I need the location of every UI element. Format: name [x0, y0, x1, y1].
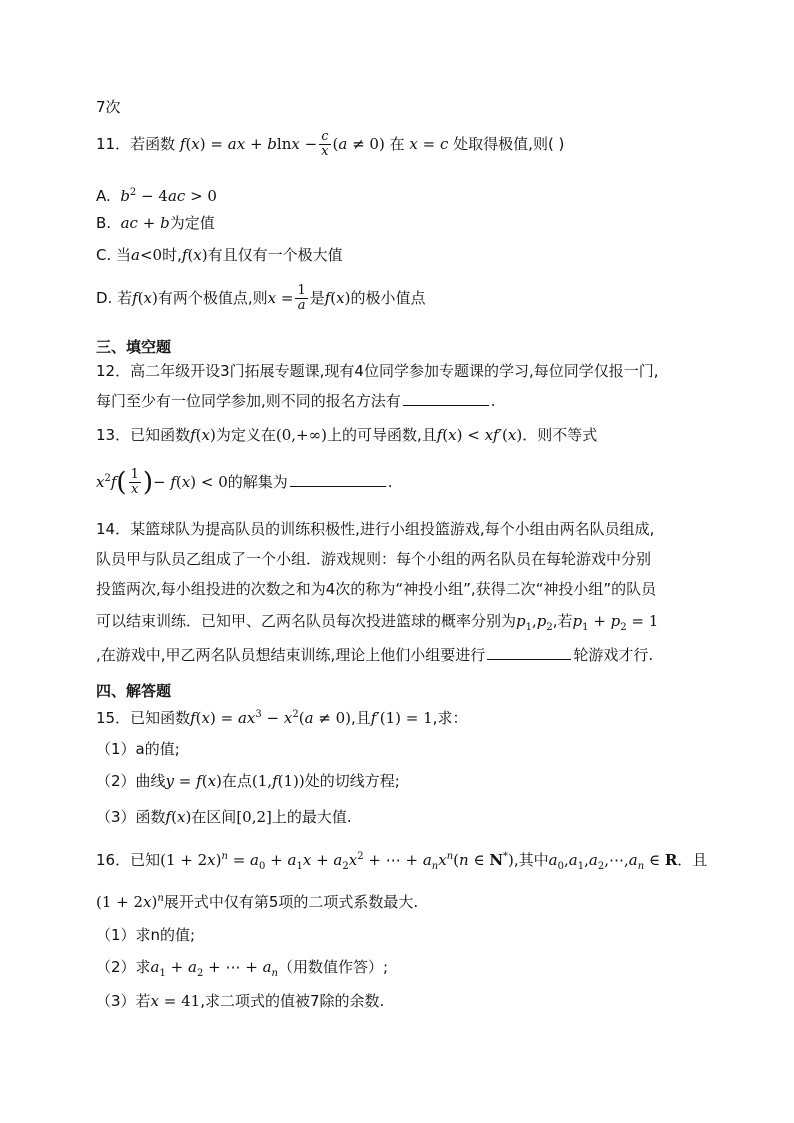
q16-sub-2: （2）求$a_1 + a_2$ + ⋯ + $a_n$（用数值作答）; [96, 958, 389, 979]
q11-option-a: A. $b^2 - 4ac > 0$ [96, 187, 217, 205]
q14-line-2: 队员甲与队员乙组成了一个小组．游戏规则：每个小组的两名队员在每轮游戏中分别 [96, 550, 652, 568]
q11-text-pre: 11．若函数 [96, 135, 176, 153]
q12-answer-blank [403, 391, 489, 406]
q15-sub-1: （1）a的值; [96, 740, 180, 758]
q16-expansion: $(1 + 2x)^n = a_0 + a_1x + a_2x^2$ + ⋯ + $a_nx^n(n$ ∈ N*) [160, 851, 514, 872]
q11-option-a-expr: $b^2 - 4ac > 0$ [115, 187, 217, 205]
q15-function: $f(x) = ax^3 - x^2(a \ne 0)$ [190, 709, 352, 727]
section-heading-solutions: 四、解答题 [96, 682, 172, 700]
q14-sum-condition: $p_1 + p_2 = 1$ [572, 612, 659, 633]
q13-condition: f(x) < xf′(x) [436, 426, 523, 444]
q15-sub-3: （3）函数f(x)在区间[0,2]上的最大值. [96, 808, 352, 826]
q11-option-b-expr: ac + b [115, 214, 170, 232]
q11-condition: (a ≠ 0) [332, 135, 385, 153]
q14-line-1: 14．某篮球队为提高队员的训练积极性,进行小组投篮游戏,每个小组由两名队员组成, [96, 520, 655, 538]
q13-line-2: $x^2f$( $\frac{1}{x}$ )− f(x) < 0的解集为 . [96, 467, 393, 498]
q11-function-expr: f(x) = ax + blnx − [179, 135, 318, 153]
q14-answer-blank [487, 645, 571, 660]
q16-stem: 16．已知$(1 + 2x)^n = a_0 + a_1x + a_2x^2$ + ⋯ + $a_nx^n(n$ ∈ N*),其中$a_0,a_1,a_2,\cdots,a_n$ ∈ R．且 [96, 851, 708, 872]
prev-question-fragment: 7次 [96, 98, 121, 116]
q14-line-5: ,在游戏中,甲乙两名队员想结束训练,理论上他们小组要进行 轮游戏才行. [96, 646, 654, 664]
q15-sub-2: （2）曲线y = f(x)在点(1,f(1))处的切线方程; [96, 772, 400, 790]
q11-option-d: D. 若f(x)有两个极值点,则x = $\frac{1}{a}$ 是f(x)的极小值点 [96, 283, 426, 313]
q14-probabilities: $p_1,p_2$ [516, 612, 553, 633]
q11-option-b: B. ac + b为定值 [96, 214, 215, 232]
q14-line-4: 可以结束训练．已知甲、乙两名队员每次投进篮球的概率分别为$p_1,p_2$,若$p_1 + p_2 = 1$ [96, 612, 659, 633]
q16-sub-3: （3）若x = 41,求二项式的值被7除的余数. [96, 992, 385, 1010]
q11-option-c: C. 当a<0时,f(x)有且仅有一个极大值 [96, 246, 343, 264]
q11-x-equals-c: x = c [409, 135, 449, 153]
q15-derivative-condition: f′(1) = 1 [370, 709, 433, 727]
q15-stem: 15．已知函数$f(x) = ax^3 - x^2(a \ne 0)$,且f′(1) = 1,求： [96, 709, 468, 727]
q14-line-3: 投篮两次,每小组投进的次数之和为4次的称为“神投小组”,获得二次“神投小组”的队员 [96, 580, 657, 598]
q12-line-2: 每门至少有一位同学参加,则不同的报名方法有 . [96, 392, 496, 410]
q16-coefficients: $a_0,a_1,a_2,\cdots,a_n$ ∈ R [548, 851, 678, 872]
q11-fraction-one-over-a: $\frac{1}{a}$ [297, 283, 306, 313]
q13-answer-blank [290, 472, 386, 487]
q13-line-1: 13．已知函数f(x)为定义在(0,+∞)上的可导函数,且f(x) < xf′(x)．则不等式 [96, 426, 598, 444]
section-heading-fill-in: 三、填空题 [96, 338, 172, 356]
q16-line-2: $(1 + 2x)^n$展开式中仅有第5项的二项式系数最大. [96, 893, 419, 911]
q11-fraction-c-over-x: $\frac{c}{x}$ [321, 129, 329, 159]
q16-sub-1: （1）求n的值; [96, 926, 196, 944]
q13-inequality: $x^2f$ [96, 473, 117, 491]
question-11-stem [96, 130, 564, 159]
q12-line-1: 12．高二年级开设3门拓展专题课,现有4位同学参加专题课的学习,每位同学仅报一门, [96, 362, 659, 380]
q13-domain: (0,+∞) [275, 426, 327, 444]
q11-text-mid: 在 [389, 135, 405, 153]
q11-text-post: 处取得极值,则( ) [453, 135, 565, 153]
